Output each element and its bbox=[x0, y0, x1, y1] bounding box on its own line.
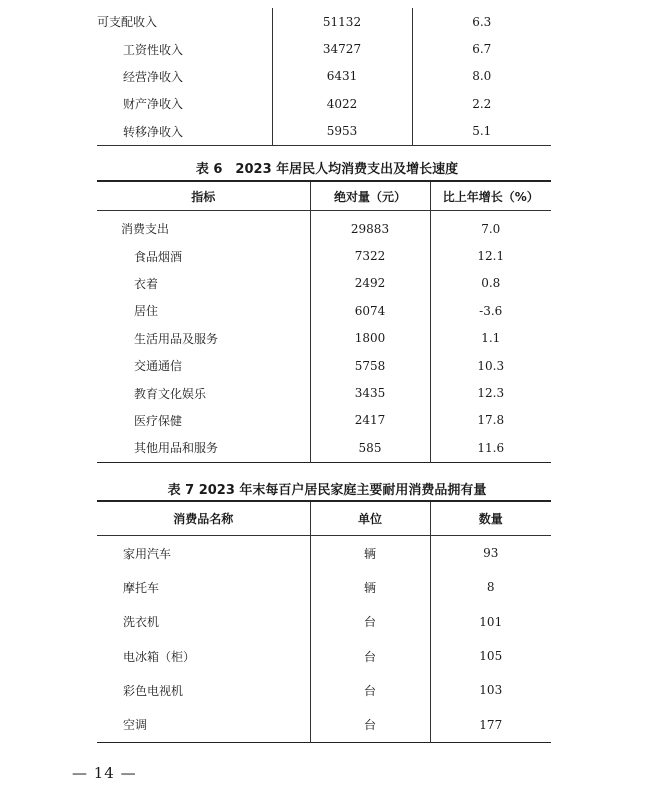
row-label: 教育文化娱乐 bbox=[134, 386, 207, 401]
row-label: 电冰箱（柜） bbox=[123, 649, 196, 664]
page-number: — 14 — bbox=[72, 764, 137, 782]
row-count: 177 bbox=[479, 717, 503, 732]
row-unit: 辆 bbox=[310, 536, 430, 571]
table-row bbox=[97, 379, 551, 406]
row-label: 家用汽车 bbox=[123, 546, 172, 561]
row-label: 居住 bbox=[134, 304, 159, 319]
row-count: 8 bbox=[486, 580, 495, 595]
row-label: 转移净收入 bbox=[123, 124, 184, 139]
row-label: 生活用品及服务 bbox=[134, 331, 219, 346]
table-row bbox=[97, 407, 551, 434]
table-header-row bbox=[97, 181, 551, 211]
table-row bbox=[97, 673, 551, 707]
table-row bbox=[97, 118, 551, 146]
row-growth: 0.8 bbox=[481, 276, 501, 291]
row-amount: 34727 bbox=[272, 35, 412, 62]
column-header: 单位 bbox=[310, 501, 430, 536]
row-growth: 17.8 bbox=[477, 413, 505, 428]
column-header: 数量 bbox=[430, 501, 551, 536]
table-row bbox=[97, 270, 551, 297]
table-header-row bbox=[97, 501, 551, 536]
row-label: 消费支出 bbox=[121, 222, 170, 237]
row-amount: 29883 bbox=[310, 211, 430, 243]
row-label: 医疗保健 bbox=[134, 413, 183, 428]
consumption-table bbox=[97, 180, 551, 463]
table-row bbox=[97, 35, 551, 62]
row-amount: 5953 bbox=[272, 118, 412, 146]
row-label: 其他用品和服务 bbox=[134, 441, 219, 456]
row-count: 101 bbox=[479, 614, 503, 629]
row-growth: 12.1 bbox=[477, 249, 505, 264]
row-label: 空调 bbox=[123, 718, 148, 733]
column-header: 指标 bbox=[97, 181, 310, 211]
table-row bbox=[97, 297, 551, 324]
row-growth: 6.7 bbox=[472, 42, 492, 57]
row-growth: 1.1 bbox=[481, 331, 501, 346]
row-amount: 7322 bbox=[310, 242, 430, 269]
row-unit: 台 bbox=[310, 605, 430, 639]
row-growth: 5.1 bbox=[472, 124, 492, 139]
row-growth: 10.3 bbox=[477, 358, 505, 373]
row-label: 经营净收入 bbox=[123, 69, 184, 84]
row-label: 可支配收入 bbox=[97, 15, 158, 30]
row-growth: 6.3 bbox=[472, 14, 492, 29]
row-amount: 2492 bbox=[310, 270, 430, 297]
table-row bbox=[97, 211, 551, 243]
row-unit: 辆 bbox=[310, 570, 430, 604]
table-row bbox=[97, 63, 551, 90]
column-header: 消费品名称 bbox=[97, 501, 310, 536]
row-unit: 台 bbox=[310, 639, 430, 673]
row-amount: 4022 bbox=[272, 90, 412, 117]
row-label: 衣着 bbox=[134, 276, 159, 291]
table-row bbox=[97, 570, 551, 604]
table-row bbox=[97, 536, 551, 571]
row-unit: 台 bbox=[310, 707, 430, 742]
row-label: 摩托车 bbox=[123, 580, 160, 595]
row-label: 财产净收入 bbox=[123, 97, 184, 112]
table-row bbox=[97, 707, 551, 742]
row-label: 食品烟酒 bbox=[134, 249, 183, 264]
row-count: 93 bbox=[483, 546, 499, 561]
column-header: 绝对量（元） bbox=[310, 181, 430, 211]
row-label: 交通通信 bbox=[134, 359, 183, 374]
table-row bbox=[97, 352, 551, 379]
row-amount: 2417 bbox=[310, 407, 430, 434]
row-growth: 7.0 bbox=[481, 221, 501, 236]
row-growth: 11.6 bbox=[477, 440, 505, 455]
durable-goods-table bbox=[97, 500, 551, 743]
column-header: 比上年增长（%） bbox=[430, 181, 551, 211]
row-amount: 51132 bbox=[272, 8, 412, 35]
row-growth: 8.0 bbox=[472, 69, 492, 84]
row-amount: 6074 bbox=[310, 297, 430, 324]
table-row bbox=[97, 325, 551, 352]
row-label: 洗衣机 bbox=[123, 615, 160, 630]
table7-caption: 表 7 2023 年末每百户居民家庭主要耐用消费品拥有量 bbox=[167, 483, 487, 498]
row-amount: 5758 bbox=[310, 352, 430, 379]
row-label: 工资性收入 bbox=[123, 42, 184, 57]
table6-caption: 表 6 2023 年居民人均消费支出及增长速度 bbox=[195, 162, 459, 177]
table-row bbox=[97, 8, 551, 35]
row-growth: -3.6 bbox=[479, 303, 503, 318]
row-growth: 12.3 bbox=[477, 386, 505, 401]
income-table-continued bbox=[97, 8, 551, 146]
table-row bbox=[97, 90, 551, 117]
table-row bbox=[97, 242, 551, 269]
table-row bbox=[97, 605, 551, 639]
row-count: 103 bbox=[479, 683, 503, 698]
row-label: 彩色电视机 bbox=[123, 683, 184, 698]
row-unit: 台 bbox=[310, 673, 430, 707]
row-amount: 6431 bbox=[272, 63, 412, 90]
table-row bbox=[97, 434, 551, 462]
row-growth: 2.2 bbox=[472, 96, 492, 111]
row-count: 105 bbox=[479, 649, 503, 664]
row-amount: 3435 bbox=[310, 379, 430, 406]
row-amount: 1800 bbox=[310, 325, 430, 352]
table-row bbox=[97, 639, 551, 673]
row-amount: 585 bbox=[310, 434, 430, 462]
